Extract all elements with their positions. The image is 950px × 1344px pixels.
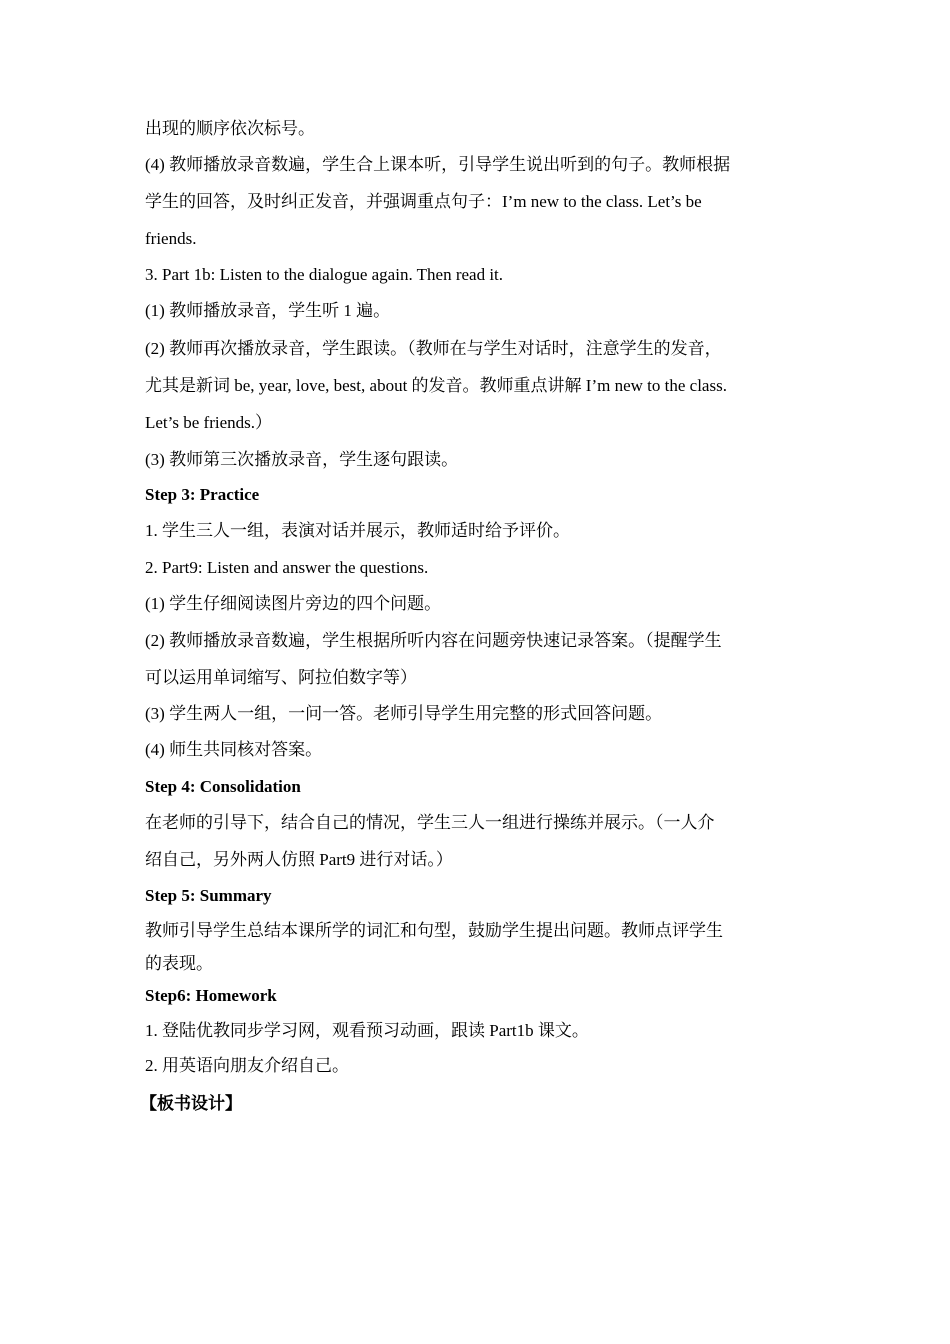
text-line: 的表现。	[145, 954, 213, 973]
text-line: (1) 学生仔细阅读图片旁边的四个问题。	[145, 594, 442, 613]
text-line: 2. Part9: Listen and answer the questions.	[145, 558, 429, 577]
text-line: Let’s be friends.）	[145, 413, 272, 432]
section-heading-summary: Step 5: Summary	[145, 886, 272, 905]
text-line: 可以运用单词缩写、阿拉伯数字等）	[145, 668, 417, 687]
text-line: (2) 教师播放录音数遍，学生根据所听内容在问题旁快速记录答案。（提醒学生	[145, 631, 722, 650]
text-line: 尤其是新词 be, year, love, best, about 的发音。教师重点讲解 I’m new to the class.	[145, 376, 727, 395]
text-line: (1) 教师播放录音，学生听 1 遍。	[145, 301, 391, 320]
text-line: friends.	[145, 229, 197, 248]
text-line: 3. Part 1b: Listen to the dialogue again. Then read it.	[145, 265, 504, 284]
text-line: 1. 学生三人一组，表演对话并展示，教师适时给予评价。	[145, 521, 570, 540]
text-line: 在老师的引导下，结合自己的情况，学生三人一组进行操练并展示。（一人介	[145, 813, 715, 832]
text-line: 2. 用英语向朋友介绍自己。	[145, 1056, 349, 1075]
section-heading-homework: Step6: Homework	[145, 986, 277, 1005]
text-line: 教师引导学生总结本课所学的词汇和句型，鼓励学生提出问题。教师点评学生	[145, 921, 723, 940]
text-line: 学生的回答，及时纠正发音，并强调重点句子：I’m new to the class. Let’s be	[145, 192, 702, 211]
text-line: (4) 师生共同核对答案。	[145, 740, 323, 759]
section-heading-practice: Step 3: Practice	[145, 485, 260, 504]
text-line: (4) 教师播放录音数遍，学生合上课本听，引导学生说出听到的句子。教师根据	[145, 155, 731, 174]
section-heading-board-design: 【板书设计】	[140, 1094, 242, 1113]
text-line: 1. 登陆优教同步学习网，观看预习动画，跟读 Part1b 课文。	[145, 1021, 589, 1040]
text-line: (3) 教师第三次播放录音，学生逐句跟读。	[145, 450, 459, 469]
text-line: 绍自己，另外两人仿照 Part9 进行对话。）	[145, 850, 453, 869]
text-line: (3) 学生两人一组，一问一答。老师引导学生用完整的形式回答问题。	[145, 704, 663, 723]
text-line: (2) 教师再次播放录音，学生跟读。（教师在与学生对话时，注意学生的发音，	[145, 339, 722, 358]
text-line: 出现的顺序依次标号。	[145, 119, 315, 138]
section-heading-consolidation: Step 4: Consolidation	[145, 777, 301, 796]
